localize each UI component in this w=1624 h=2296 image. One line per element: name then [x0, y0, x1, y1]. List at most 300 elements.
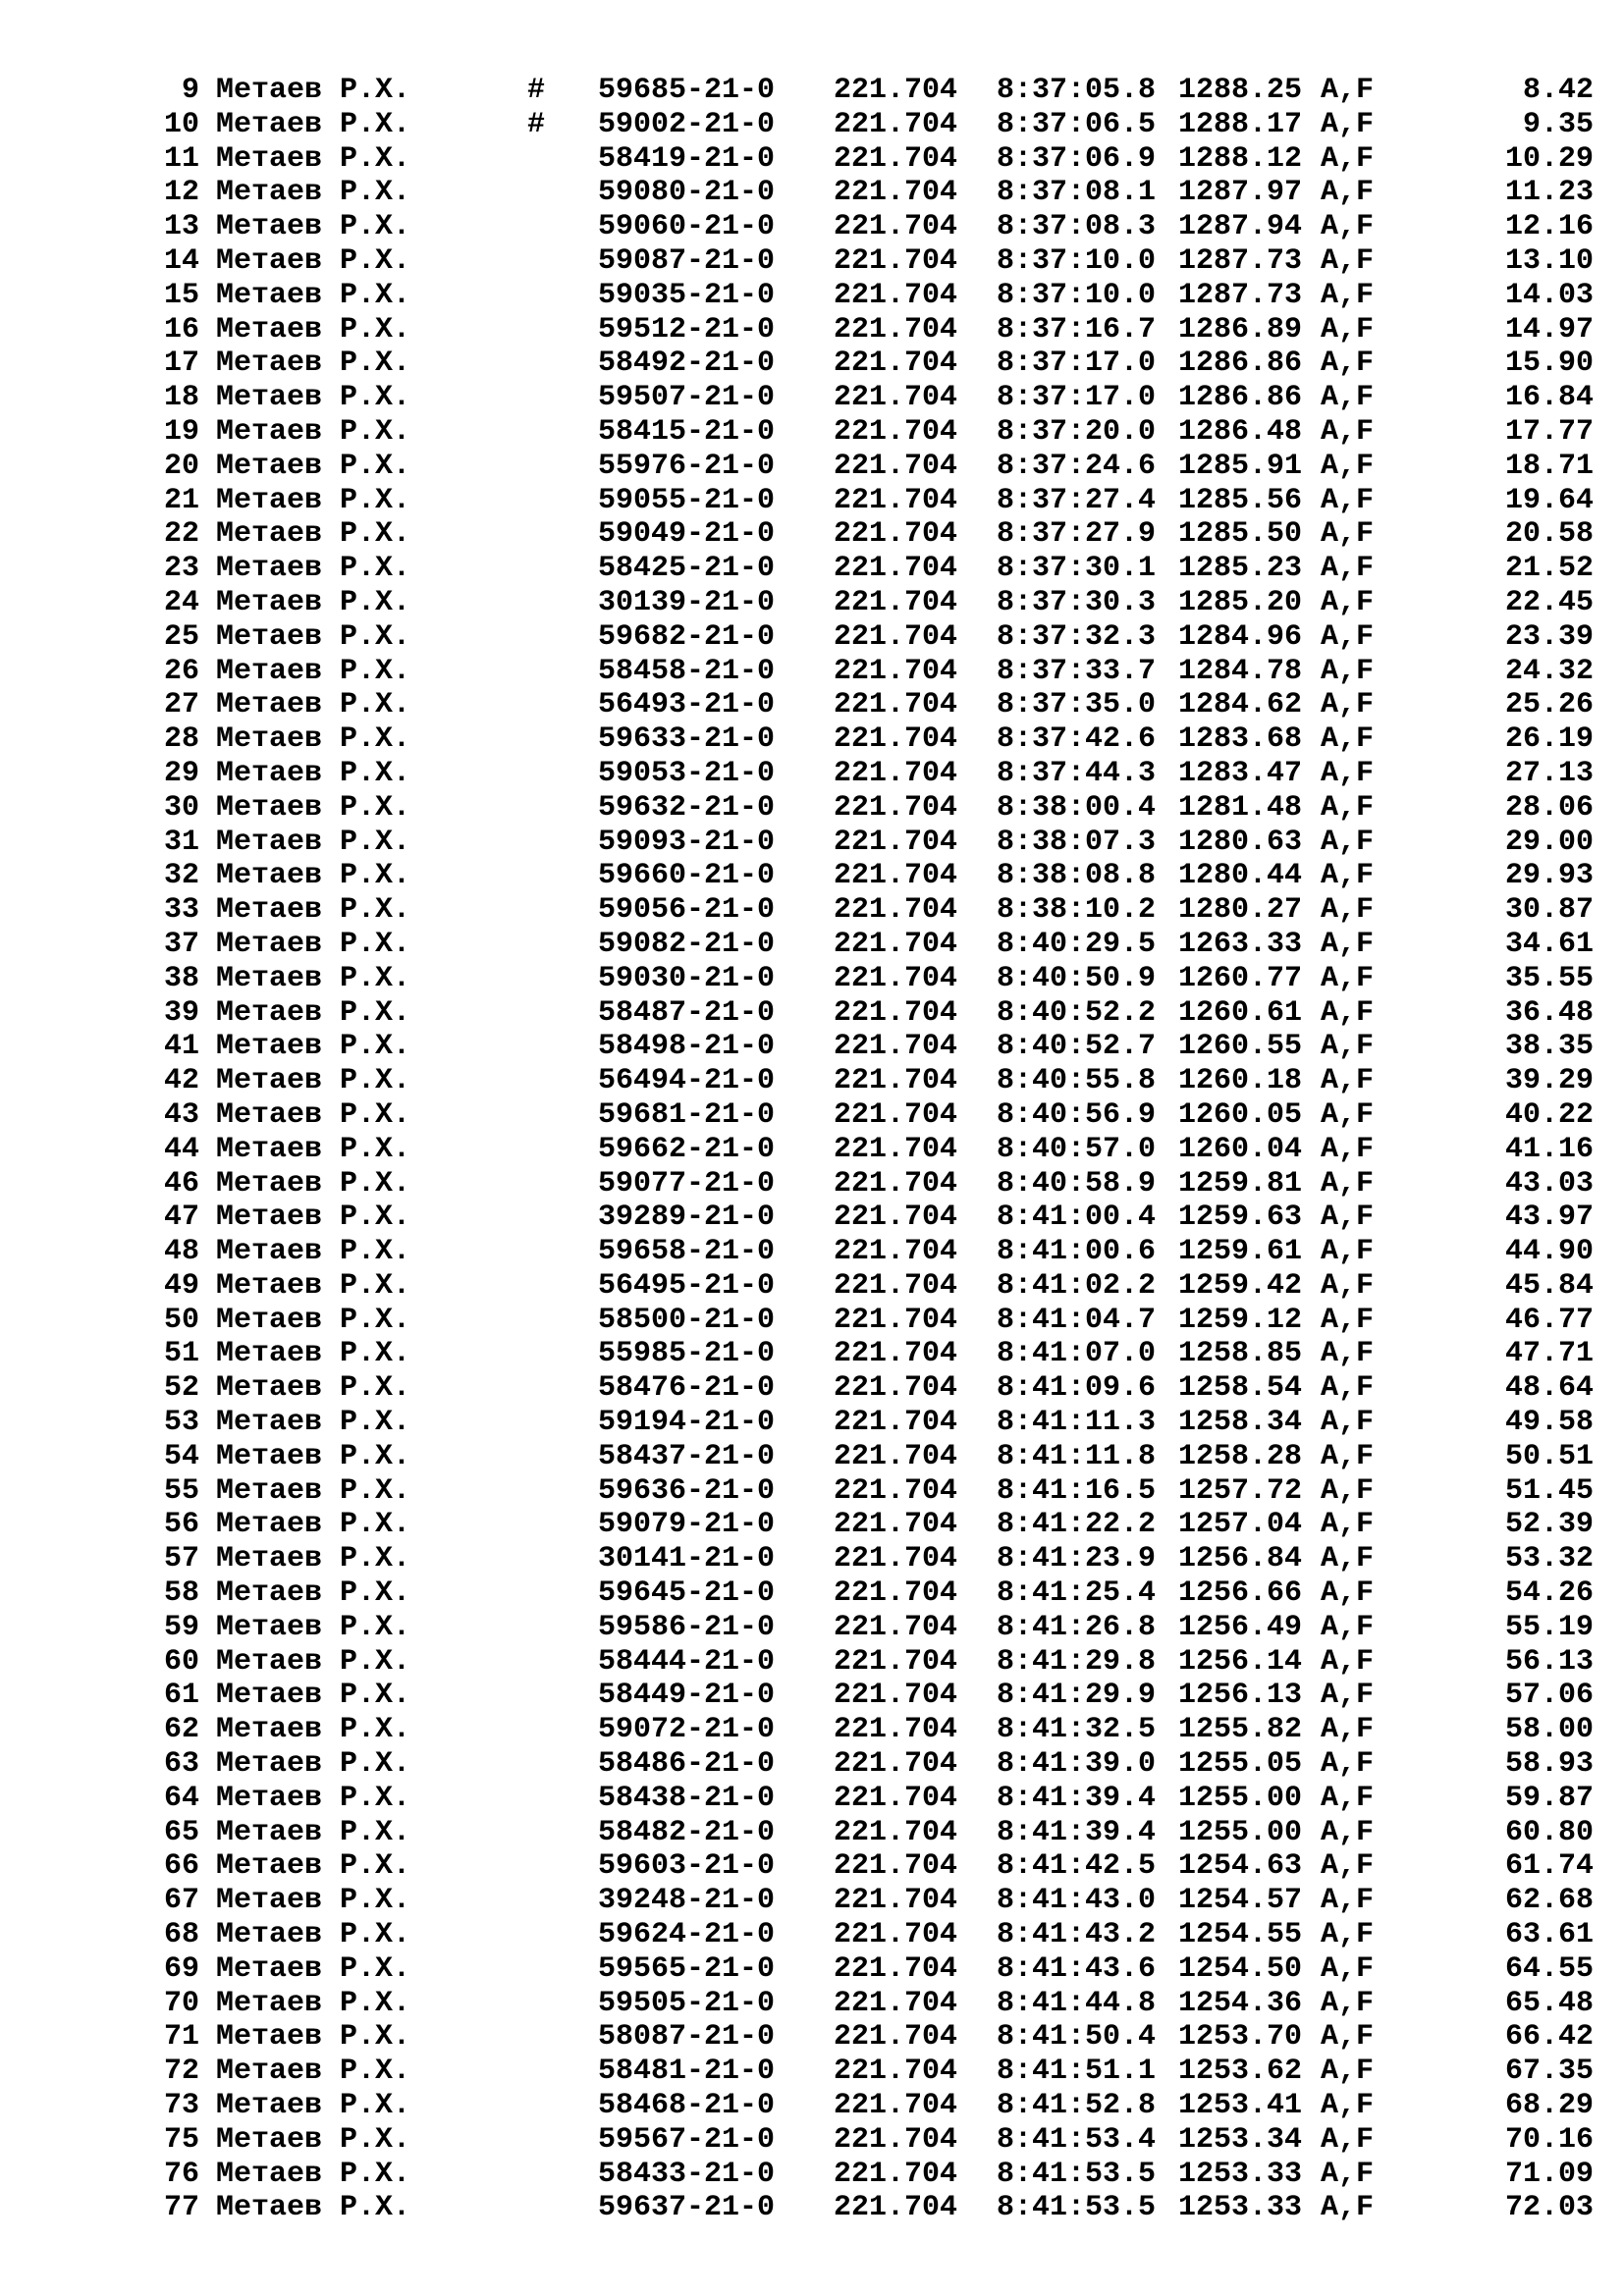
points-cell: 35.55: [1504, 961, 1594, 995]
ring-number-cell: 58458-21-0: [598, 654, 776, 688]
distance-cell: 221.704: [834, 619, 958, 654]
results-table: [0, 74, 1624, 2225]
flags-cell: A,F: [1321, 243, 1375, 278]
speed-cell: 1253.34: [1178, 2122, 1303, 2157]
table-row: [0, 2158, 1624, 2192]
flags-cell: A,F: [1321, 1030, 1375, 1064]
fancier-name-cell: Метаев Р.Х.: [216, 483, 411, 517]
distance-cell: 221.704: [834, 756, 958, 790]
points-cell: 70.16: [1504, 2122, 1594, 2157]
flags-cell: A,F: [1321, 859, 1375, 893]
table-row: [0, 1747, 1624, 1782]
points-cell: 60.80: [1504, 1815, 1594, 1849]
flags-cell: A,F: [1321, 1849, 1375, 1884]
speed-cell: 1256.14: [1178, 1644, 1303, 1679]
fancier-name-cell: Метаев Р.Х.: [216, 2191, 411, 2225]
ring-number-cell: 59507-21-0: [598, 381, 776, 415]
fancier-name-cell: Метаев Р.Х.: [216, 1747, 411, 1782]
speed-cell: 1256.84: [1178, 1542, 1303, 1576]
place-cell: 69: [163, 1951, 199, 1986]
table-row: [0, 74, 1624, 108]
ring-number-cell: 59056-21-0: [598, 893, 776, 928]
speed-cell: 1256.13: [1178, 1679, 1303, 1713]
ring-number-cell: 30139-21-0: [598, 585, 776, 619]
distance-cell: 221.704: [834, 1508, 958, 1542]
distance-cell: 221.704: [834, 825, 958, 859]
distance-cell: 221.704: [834, 483, 958, 517]
speed-cell: 1260.55: [1178, 1030, 1303, 1064]
place-cell: 64: [163, 1781, 199, 1815]
flags-cell: A,F: [1321, 1815, 1375, 1849]
place-cell: 44: [163, 1132, 199, 1166]
flags-cell: A,F: [1321, 552, 1375, 586]
table-row: [0, 826, 1624, 860]
distance-cell: 221.704: [834, 1781, 958, 1815]
table-row: [0, 1816, 1624, 1850]
mark-cell: #: [527, 74, 546, 107]
arrival-time-cell: 8:37:17.0: [997, 381, 1157, 415]
arrival-time-cell: 8:41:00.4: [997, 1201, 1157, 1235]
fancier-name-cell: Метаев Р.Х.: [216, 585, 411, 619]
flags-cell: A,F: [1321, 1371, 1375, 1406]
fancier-name-cell: Метаев Р.Х.: [216, 107, 411, 141]
distance-cell: 221.704: [834, 1473, 958, 1508]
points-cell: 58.93: [1504, 1747, 1594, 1782]
fancier-name-cell: Метаев Р.Х.: [216, 1576, 411, 1611]
distance-cell: 221.704: [834, 1439, 958, 1473]
arrival-time-cell: 8:40:50.9: [997, 961, 1157, 995]
flags-cell: A,F: [1321, 278, 1375, 312]
arrival-time-cell: 8:37:08.3: [997, 210, 1157, 244]
place-cell: 13: [163, 210, 199, 244]
distance-cell: 221.704: [834, 722, 958, 757]
speed-cell: 1286.86: [1178, 381, 1303, 415]
distance-cell: 221.704: [834, 2089, 958, 2123]
ring-number-cell: 58481-21-0: [598, 2055, 776, 2089]
flags-cell: A,F: [1321, 1064, 1375, 1098]
place-cell: 12: [163, 176, 199, 210]
flags-cell: A,F: [1321, 654, 1375, 688]
distance-cell: 221.704: [834, 1884, 958, 1918]
speed-cell: 1283.47: [1178, 756, 1303, 790]
fancier-name-cell: Метаев Р.Х.: [216, 1337, 411, 1371]
table-row: [0, 996, 1624, 1031]
fancier-name-cell: Метаев Р.Х.: [216, 176, 411, 210]
ring-number-cell: 59082-21-0: [598, 927, 776, 961]
speed-cell: 1254.57: [1178, 1884, 1303, 1918]
place-cell: 18: [163, 381, 199, 415]
speed-cell: 1258.54: [1178, 1371, 1303, 1406]
distance-cell: 221.704: [834, 1030, 958, 1064]
distance-cell: 221.704: [834, 688, 958, 722]
place-cell: 58: [163, 1576, 199, 1611]
distance-cell: 221.704: [834, 517, 958, 552]
speed-cell: 1281.48: [1178, 790, 1303, 825]
flags-cell: A,F: [1321, 756, 1375, 790]
fancier-name-cell: Метаев Р.Х.: [216, 1235, 411, 1269]
arrival-time-cell: 8:41:16.5: [997, 1473, 1157, 1508]
place-cell: 57: [163, 1542, 199, 1576]
arrival-time-cell: 8:40:55.8: [997, 1064, 1157, 1098]
points-cell: 14.97: [1504, 312, 1594, 347]
fancier-name-cell: Метаев Р.Х.: [216, 961, 411, 995]
table-row: [0, 1269, 1624, 1304]
arrival-time-cell: 8:41:53.5: [997, 2191, 1157, 2225]
flags-cell: A,F: [1321, 1986, 1375, 2020]
fancier-name-cell: Метаев Р.Х.: [216, 1030, 411, 1064]
distance-cell: 221.704: [834, 1644, 958, 1679]
place-cell: 24: [163, 585, 199, 619]
table-row: [0, 1918, 1624, 1952]
arrival-time-cell: 8:41:51.1: [997, 2055, 1157, 2089]
distance-cell: 221.704: [834, 1849, 958, 1884]
place-cell: 26: [163, 654, 199, 688]
flags-cell: A,F: [1321, 2020, 1375, 2055]
points-cell: 13.10: [1504, 243, 1594, 278]
distance-cell: 221.704: [834, 1542, 958, 1576]
place-cell: 56: [163, 1508, 199, 1542]
place-cell: 38: [163, 961, 199, 995]
fancier-name-cell: Метаев Р.Х.: [216, 74, 411, 107]
table-row: [0, 757, 1624, 791]
place-cell: 76: [163, 2157, 199, 2191]
ring-number-cell: 59586-21-0: [598, 1610, 776, 1644]
fancier-name-cell: Метаев Р.Х.: [216, 859, 411, 893]
place-cell: 51: [163, 1337, 199, 1371]
arrival-time-cell: 8:40:52.7: [997, 1030, 1157, 1064]
speed-cell: 1285.20: [1178, 585, 1303, 619]
fancier-name-cell: Метаев Р.Х.: [216, 756, 411, 790]
ring-number-cell: 59685-21-0: [598, 74, 776, 107]
ring-number-cell: 59681-21-0: [598, 1097, 776, 1132]
distance-cell: 221.704: [834, 1747, 958, 1782]
fancier-name-cell: Метаев Р.Х.: [216, 1268, 411, 1303]
speed-cell: 1253.41: [1178, 2089, 1303, 2123]
arrival-time-cell: 8:41:39.4: [997, 1815, 1157, 1849]
flags-cell: A,F: [1321, 2157, 1375, 2191]
arrival-time-cell: 8:40:58.9: [997, 1166, 1157, 1201]
points-cell: 51.45: [1504, 1473, 1594, 1508]
points-cell: 18.71: [1504, 449, 1594, 483]
distance-cell: 221.704: [834, 1303, 958, 1337]
distance-cell: 221.704: [834, 243, 958, 278]
place-cell: 77: [163, 2191, 199, 2225]
fancier-name-cell: Метаев Р.Х.: [216, 1132, 411, 1166]
speed-cell: 1259.63: [1178, 1201, 1303, 1235]
table-row: [0, 1542, 1624, 1576]
fancier-name-cell: Метаев Р.Х.: [216, 1986, 411, 2020]
points-cell: 9.35: [1522, 107, 1594, 141]
points-cell: 40.22: [1504, 1097, 1594, 1132]
flags-cell: A,F: [1321, 722, 1375, 757]
ring-number-cell: 58433-21-0: [598, 2157, 776, 2191]
flags-cell: A,F: [1321, 1918, 1375, 1952]
arrival-time-cell: 8:41:53.4: [997, 2122, 1157, 2157]
arrival-time-cell: 8:37:10.0: [997, 243, 1157, 278]
points-cell: 8.42: [1522, 74, 1594, 107]
table-row: [0, 1098, 1624, 1133]
points-cell: 30.87: [1504, 893, 1594, 928]
table-row: [0, 142, 1624, 177]
arrival-time-cell: 8:40:29.5: [997, 927, 1157, 961]
points-cell: 34.61: [1504, 927, 1594, 961]
table-row: [0, 2055, 1624, 2089]
arrival-time-cell: 8:37:17.0: [997, 347, 1157, 381]
distance-cell: 221.704: [834, 107, 958, 141]
place-cell: 50: [163, 1303, 199, 1337]
speed-cell: 1286.48: [1178, 414, 1303, 449]
speed-cell: 1255.00: [1178, 1781, 1303, 1815]
distance-cell: 221.704: [834, 2020, 958, 2055]
distance-cell: 221.704: [834, 2191, 958, 2225]
arrival-time-cell: 8:37:20.0: [997, 414, 1157, 449]
fancier-name-cell: Метаев Р.Х.: [216, 790, 411, 825]
place-cell: 15: [163, 278, 199, 312]
points-cell: 54.26: [1504, 1576, 1594, 1611]
arrival-time-cell: 8:41:43.2: [997, 1918, 1157, 1952]
arrival-time-cell: 8:37:30.3: [997, 585, 1157, 619]
fancier-name-cell: Метаев Р.Х.: [216, 1610, 411, 1644]
fancier-name-cell: Метаев Р.Х.: [216, 688, 411, 722]
flags-cell: A,F: [1321, 893, 1375, 928]
ring-number-cell: 58486-21-0: [598, 1747, 776, 1782]
table-row: [0, 1304, 1624, 1338]
fancier-name-cell: Метаев Р.Х.: [216, 1781, 411, 1815]
points-cell: 68.29: [1504, 2089, 1594, 2123]
table-row: [0, 1030, 1624, 1064]
table-row: [0, 176, 1624, 210]
ring-number-cell: 59682-21-0: [598, 619, 776, 654]
fancier-name-cell: Метаев Р.Х.: [216, 1713, 411, 1747]
speed-cell: 1258.34: [1178, 1406, 1303, 1440]
fancier-name-cell: Метаев Р.Х.: [216, 1644, 411, 1679]
points-cell: 36.48: [1504, 995, 1594, 1030]
arrival-time-cell: 8:37:30.1: [997, 552, 1157, 586]
points-cell: 63.61: [1504, 1918, 1594, 1952]
arrival-time-cell: 8:37:32.3: [997, 619, 1157, 654]
place-cell: 30: [163, 790, 199, 825]
points-cell: 71.09: [1504, 2157, 1594, 2191]
table-row: [0, 620, 1624, 655]
ring-number-cell: 58444-21-0: [598, 1644, 776, 1679]
flags-cell: A,F: [1321, 1951, 1375, 1986]
points-cell: 16.84: [1504, 381, 1594, 415]
fancier-name-cell: Метаев Р.Х.: [216, 1064, 411, 1098]
points-cell: 49.58: [1504, 1406, 1594, 1440]
arrival-time-cell: 8:41:44.8: [997, 1986, 1157, 2020]
ring-number-cell: 58468-21-0: [598, 2089, 776, 2123]
flags-cell: A,F: [1321, 927, 1375, 961]
points-cell: 24.32: [1504, 654, 1594, 688]
place-cell: 55: [163, 1473, 199, 1508]
ring-number-cell: 58415-21-0: [598, 414, 776, 449]
arrival-time-cell: 8:41:42.5: [997, 1849, 1157, 1884]
points-cell: 47.71: [1504, 1337, 1594, 1371]
ring-number-cell: 55985-21-0: [598, 1337, 776, 1371]
arrival-time-cell: 8:37:35.0: [997, 688, 1157, 722]
distance-cell: 221.704: [834, 1201, 958, 1235]
points-cell: 66.42: [1504, 2020, 1594, 2055]
ring-number-cell: 59077-21-0: [598, 1166, 776, 1201]
arrival-time-cell: 8:40:57.0: [997, 1132, 1157, 1166]
ring-number-cell: 56494-21-0: [598, 1064, 776, 1098]
ring-number-cell: 59658-21-0: [598, 1235, 776, 1269]
flags-cell: A,F: [1321, 1679, 1375, 1713]
speed-cell: 1254.36: [1178, 1986, 1303, 2020]
flags-cell: A,F: [1321, 1644, 1375, 1679]
place-cell: 39: [163, 995, 199, 1030]
flags-cell: A,F: [1321, 1884, 1375, 1918]
table-row: [0, 1064, 1624, 1098]
speed-cell: 1260.04: [1178, 1132, 1303, 1166]
ring-number-cell: 58487-21-0: [598, 995, 776, 1030]
arrival-time-cell: 8:37:44.3: [997, 756, 1157, 790]
distance-cell: 221.704: [834, 1610, 958, 1644]
ring-number-cell: 58498-21-0: [598, 1030, 776, 1064]
speed-cell: 1287.94: [1178, 210, 1303, 244]
ring-number-cell: 59512-21-0: [598, 312, 776, 347]
place-cell: 43: [163, 1097, 199, 1132]
points-cell: 53.32: [1504, 1542, 1594, 1576]
table-row: [0, 381, 1624, 415]
ring-number-cell: 59637-21-0: [598, 2191, 776, 2225]
fancier-name-cell: Метаев Р.Х.: [216, 1679, 411, 1713]
points-cell: 67.35: [1504, 2055, 1594, 2089]
ring-number-cell: 39248-21-0: [598, 1884, 776, 1918]
ring-number-cell: 59636-21-0: [598, 1473, 776, 1508]
ring-number-cell: 59053-21-0: [598, 756, 776, 790]
fancier-name-cell: Метаев Р.Х.: [216, 1406, 411, 1440]
speed-cell: 1254.63: [1178, 1849, 1303, 1884]
flags-cell: A,F: [1321, 1303, 1375, 1337]
distance-cell: 221.704: [834, 1166, 958, 1201]
ring-number-cell: 59505-21-0: [598, 1986, 776, 2020]
flags-cell: A,F: [1321, 619, 1375, 654]
flags-cell: A,F: [1321, 790, 1375, 825]
speed-cell: 1280.44: [1178, 859, 1303, 893]
fancier-name-cell: Метаев Р.Х.: [216, 1371, 411, 1406]
speed-cell: 1260.05: [1178, 1097, 1303, 1132]
distance-cell: 221.704: [834, 2055, 958, 2089]
points-cell: 11.23: [1504, 176, 1594, 210]
speed-cell: 1288.25: [1178, 74, 1303, 107]
ring-number-cell: 56493-21-0: [598, 688, 776, 722]
flags-cell: A,F: [1321, 1132, 1375, 1166]
fancier-name-cell: Метаев Р.Х.: [216, 449, 411, 483]
flags-cell: A,F: [1321, 585, 1375, 619]
place-cell: 53: [163, 1406, 199, 1440]
table-row: [0, 586, 1624, 620]
flags-cell: A,F: [1321, 141, 1375, 176]
ring-number-cell: 59060-21-0: [598, 210, 776, 244]
arrival-time-cell: 8:41:29.9: [997, 1679, 1157, 1713]
fancier-name-cell: Метаев Р.Х.: [216, 2055, 411, 2089]
speed-cell: 1284.96: [1178, 619, 1303, 654]
fancier-name-cell: Метаев Р.Х.: [216, 1473, 411, 1508]
fancier-name-cell: Метаев Р.Х.: [216, 1439, 411, 1473]
place-cell: 9: [181, 74, 199, 107]
distance-cell: 221.704: [834, 1815, 958, 1849]
distance-cell: 221.704: [834, 312, 958, 347]
distance-cell: 221.704: [834, 927, 958, 961]
table-row: [0, 1371, 1624, 1406]
distance-cell: 221.704: [834, 1576, 958, 1611]
ring-number-cell: 30141-21-0: [598, 1542, 776, 1576]
ring-number-cell: 58438-21-0: [598, 1781, 776, 1815]
ring-number-cell: 59633-21-0: [598, 722, 776, 757]
arrival-time-cell: 8:41:09.6: [997, 1371, 1157, 1406]
fancier-name-cell: Метаев Р.Х.: [216, 517, 411, 552]
arrival-time-cell: 8:40:52.2: [997, 995, 1157, 1030]
ring-number-cell: 55976-21-0: [598, 449, 776, 483]
flags-cell: A,F: [1321, 107, 1375, 141]
flags-cell: A,F: [1321, 688, 1375, 722]
table-row: [0, 1406, 1624, 1440]
place-cell: 42: [163, 1064, 199, 1098]
points-cell: 10.29: [1504, 141, 1594, 176]
arrival-time-cell: 8:41:07.0: [997, 1337, 1157, 1371]
table-row: [0, 2020, 1624, 2055]
ring-number-cell: 59087-21-0: [598, 243, 776, 278]
distance-cell: 221.704: [834, 995, 958, 1030]
distance-cell: 221.704: [834, 1235, 958, 1269]
arrival-time-cell: 8:38:08.8: [997, 859, 1157, 893]
table-row: [0, 484, 1624, 518]
place-cell: 47: [163, 1201, 199, 1235]
fancier-name-cell: Метаев Р.Х.: [216, 1849, 411, 1884]
ring-number-cell: 58492-21-0: [598, 347, 776, 381]
place-cell: 52: [163, 1371, 199, 1406]
fancier-name-cell: Метаев Р.Х.: [216, 654, 411, 688]
speed-cell: 1253.33: [1178, 2191, 1303, 2225]
arrival-time-cell: 8:37:27.4: [997, 483, 1157, 517]
arrival-time-cell: 8:38:00.4: [997, 790, 1157, 825]
speed-cell: 1255.05: [1178, 1747, 1303, 1782]
distance-cell: 221.704: [834, 1371, 958, 1406]
ring-number-cell: 59035-21-0: [598, 278, 776, 312]
flags-cell: A,F: [1321, 1610, 1375, 1644]
speed-cell: 1260.18: [1178, 1064, 1303, 1098]
points-cell: 21.52: [1504, 552, 1594, 586]
ring-number-cell: 58449-21-0: [598, 1679, 776, 1713]
distance-cell: 221.704: [834, 74, 958, 107]
flags-cell: A,F: [1321, 2122, 1375, 2157]
distance-cell: 221.704: [834, 1268, 958, 1303]
points-cell: 19.64: [1504, 483, 1594, 517]
points-cell: 43.03: [1504, 1166, 1594, 1201]
arrival-time-cell: 8:37:16.7: [997, 312, 1157, 347]
table-row: [0, 415, 1624, 450]
points-cell: 50.51: [1504, 1439, 1594, 1473]
place-cell: 33: [163, 893, 199, 928]
speed-cell: 1280.27: [1178, 893, 1303, 928]
speed-cell: 1258.28: [1178, 1439, 1303, 1473]
points-cell: 38.35: [1504, 1030, 1594, 1064]
points-cell: 44.90: [1504, 1235, 1594, 1269]
place-cell: 60: [163, 1644, 199, 1679]
arrival-time-cell: 8:38:07.3: [997, 825, 1157, 859]
flags-cell: A,F: [1321, 517, 1375, 552]
points-cell: 61.74: [1504, 1849, 1594, 1884]
place-cell: 65: [163, 1815, 199, 1849]
ring-number-cell: 59072-21-0: [598, 1713, 776, 1747]
distance-cell: 221.704: [834, 278, 958, 312]
table-row: [0, 2089, 1624, 2123]
ring-number-cell: 59194-21-0: [598, 1406, 776, 1440]
speed-cell: 1260.61: [1178, 995, 1303, 1030]
place-cell: 14: [163, 243, 199, 278]
flags-cell: A,F: [1321, 1406, 1375, 1440]
